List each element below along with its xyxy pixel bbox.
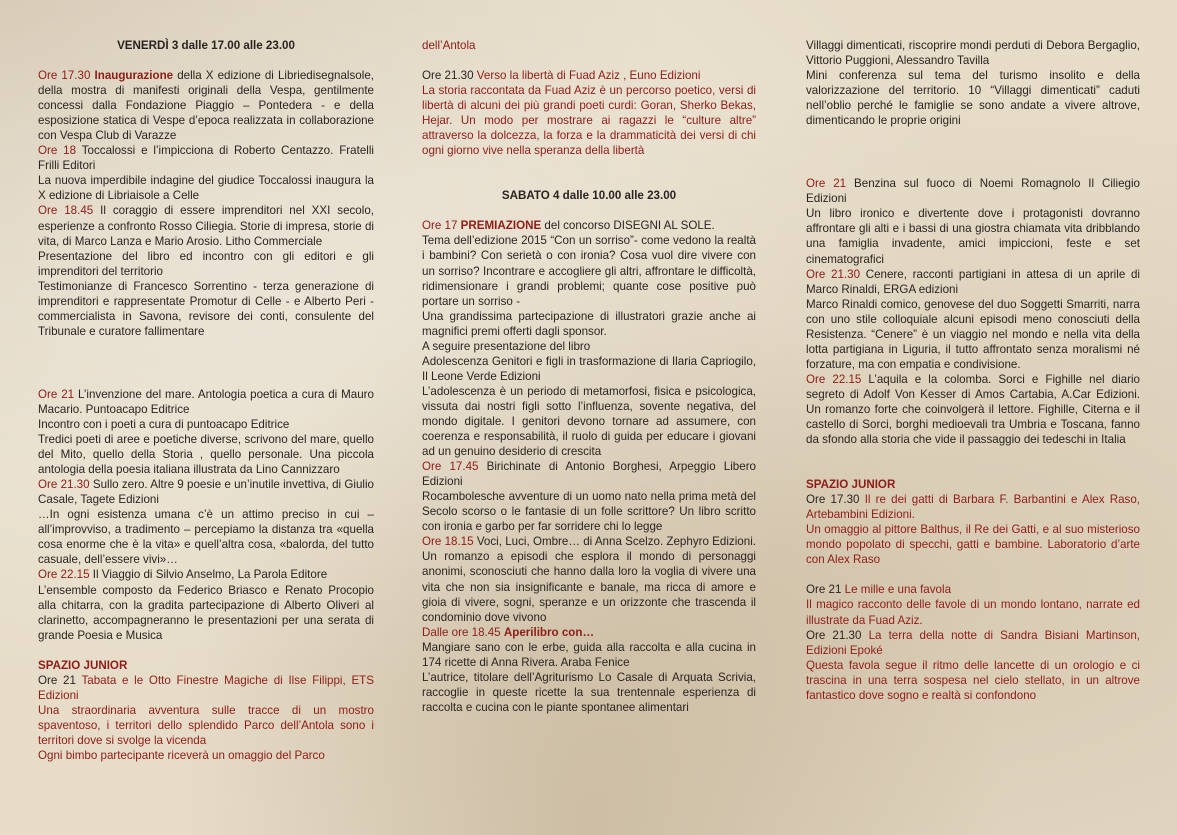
body-text: Toccalossi e l’impicciona di Roberto Centazzo. Fratelli Frilli Editori bbox=[38, 144, 374, 173]
body-text: Incontro con i poeti a cura di puntoacapo Editrice bbox=[38, 417, 290, 431]
event-paragraph bbox=[38, 583, 374, 643]
column-3 bbox=[806, 38, 1140, 703]
accent-text: Ore 18 bbox=[38, 144, 77, 158]
accent-text: Dalle ore 18.45 bbox=[422, 625, 504, 639]
body-text: La nuova imperdibile indagine del giudice Toccalossi inaugura la X edizione di Libriaisole a Celle bbox=[38, 174, 374, 203]
event-paragraph bbox=[422, 384, 756, 459]
event-paragraph bbox=[38, 748, 374, 763]
event-paragraph bbox=[422, 218, 756, 233]
event-paragraph bbox=[422, 309, 756, 339]
event-paragraph bbox=[422, 534, 756, 624]
accent-text: Ogni bimbo partecipante riceverà un omaggio del Parco bbox=[38, 748, 325, 762]
spacer bbox=[806, 567, 1140, 582]
body-text: Presentazione del libro ed incontro con gli editori e gli imprenditori del territorio bbox=[38, 249, 374, 278]
body-text: Ore 21 bbox=[806, 583, 845, 597]
body-text: Adolescenza Genitori e figli in trasformazione di Ilaria Capriogilo, Il Leone Verde Edizioni bbox=[422, 354, 756, 383]
event-paragraph bbox=[806, 297, 1140, 372]
body-text: Cenere, racconti partigiani in attesa di un aprile di Marco Rinaldi, ERGA edizioni bbox=[806, 267, 1140, 296]
spacer bbox=[422, 158, 756, 188]
accent-text: Ore 21 bbox=[806, 177, 847, 191]
event-paragraph bbox=[806, 372, 1140, 447]
event-paragraph bbox=[806, 206, 1140, 266]
accent-text: Ore 17 bbox=[422, 219, 461, 233]
accent-text: Ore 17.45 bbox=[422, 460, 479, 474]
body-text: del concorso DISEGNI AL SOLE. bbox=[541, 219, 715, 233]
event-paragraph bbox=[422, 670, 756, 715]
event-paragraph bbox=[422, 489, 756, 534]
spacer bbox=[38, 643, 374, 658]
accent-text: Una straordinaria avventura sulle tracce di un mostro spaventoso, i territori dello splendido Parco dell’Antola sono i territori dove si svolge la vicenda bbox=[38, 703, 374, 747]
accent-text: Verso la libertà di Fuad Aziz , Euno Edizioni bbox=[476, 69, 701, 83]
event-paragraph bbox=[422, 640, 756, 670]
event-paragraph bbox=[806, 582, 1140, 597]
event-paragraph bbox=[806, 597, 1140, 627]
body-text: L’invenzione del mare. Antologia poetica a cura di Mauro Macario. Puntoacapo Editrice bbox=[38, 387, 374, 416]
event-paragraph bbox=[806, 658, 1140, 703]
event-paragraph bbox=[38, 143, 374, 173]
event-paragraph bbox=[38, 249, 374, 279]
body-text: L’adolescenza è un periodo di metamorfosi, fisica e psicologica, vissuta dai nostri figli sotto l’influenza, sovente negativa, del mondo digitale. I genitori devono tornare ad assumere, con coerenza e responsabilità, il ruolo di guida per educare i giovani ad un genuino desiderio di crescita bbox=[422, 384, 756, 459]
accent-text: Le mille e una favola bbox=[844, 583, 952, 597]
event-paragraph bbox=[422, 625, 756, 640]
body-text: Marco Rinaldi comico, genovese del duo Soggetti Smarriti, narra con uno stile colloquiale alcuni episodi meno conosciuti della Resistenza. “Cenere” è un viaggio nel mondo e nella vita della lotta partigiana in Liguria, il tutto affrontato senza moralismi né forzature, ma con empatia e condivisione. bbox=[806, 297, 1140, 371]
highlight-text: SPAZIO JUNIOR bbox=[38, 658, 128, 672]
event-paragraph bbox=[38, 173, 374, 203]
spacer bbox=[38, 53, 374, 68]
spacer bbox=[38, 339, 374, 387]
event-paragraph bbox=[38, 507, 374, 567]
event-paragraph bbox=[422, 38, 756, 53]
body-text: della X edizione di Libriedisegnalsole, della mostra di manifesti originali della Vespa, gentilmente concessi dalla Fondazione Piaggio – Pontedera - e della esposizione statica di Vespe d’epoca realizzata in collaborazione con Vespa Club di Varazze bbox=[38, 69, 374, 143]
event-paragraph bbox=[38, 703, 374, 748]
event-paragraph bbox=[806, 477, 1140, 492]
highlight-text: PREMIAZIONE bbox=[460, 219, 542, 233]
highlight-text: SPAZIO JUNIOR bbox=[806, 478, 896, 492]
body-text: Un libro ironico e divertente dove i protagonisti dovranno affrontare gli alti e i bassi di una giostra chiamata vita dribblando una famiglia invadente, amici impiccioni, feste e set cinematografici bbox=[806, 207, 1140, 266]
accent-text: La storia raccontata da Fuad Aziz è un percorso poetico, versi di libertà di alcuni dei più grandi poeti curdi: Goran, Sherko Bekas, Hejar. Un modo per mostrare ai ragazzi le “culture altre” attraverso la dolcezza, la forza e la drammaticità dei versi di chi ogni giorno vive nella speranza della libertà bbox=[422, 84, 756, 158]
body-text: Birichinate di Antonio Borghesi, Arpeggio Libero Edizioni bbox=[422, 460, 757, 489]
spacer bbox=[806, 128, 1140, 176]
event-paragraph bbox=[38, 68, 374, 143]
accent-text: Il magico racconto delle favole di un mondo lontano, narrate ed illustrate da Fuad Aziz. bbox=[806, 598, 1140, 627]
event-paragraph bbox=[806, 267, 1140, 297]
event-paragraph bbox=[38, 387, 374, 417]
column-1 bbox=[38, 38, 374, 763]
event-paragraph bbox=[806, 522, 1140, 567]
body-text: Villaggi dimenticati, riscoprire mondi perduti di Debora Bergaglio, Vittorio Puggioni, Alessandro Tavilla bbox=[806, 39, 1140, 68]
body-text: Voci, Luci, Ombre… di Anna Scelzo. Zephyro Edizioni. Un romanzo a episodi che esplora il mondo di personaggi anonimi, sconosciuti che hanno dalla loro la voglia di vivere una vita che non sia insignificante e banale, ma ricca di amore e gioia di vivere, sogni, speranze e un orizzonte che trascenda il condominio dove vivono bbox=[422, 535, 756, 624]
event-paragraph bbox=[38, 567, 374, 582]
accent-text: dell’Antola bbox=[422, 39, 476, 52]
event-paragraph bbox=[38, 658, 374, 673]
accent-text: Ore 21.30 bbox=[806, 267, 861, 281]
body-text: …In ogni esistenza umana c’è un attimo preciso in cui – all’improvviso, a tradimento – percepiamo la distanza tra «quella cosa enorme che è la vita» e quell’altra cosa, «balorda, del tutto casuale, dell’essere vivi»… bbox=[38, 508, 374, 567]
body-text: Ore 21 bbox=[38, 673, 82, 687]
event-paragraph bbox=[38, 203, 374, 248]
accent-text: Ore 18.15 bbox=[422, 535, 474, 549]
accent-text: Tabata e le Otto Finestre Magiche di Ilse Filippi, ETS Edizioni bbox=[38, 673, 374, 702]
body-text: L’ensemble composto da Federico Briasco e Renato Procopio alla chitarra, con la gradita partecipazione di Alberto Oliveri al clarinetto, accompagneranno le presentazioni per una serata di grande Poesia e Musica bbox=[38, 583, 374, 642]
body-text: Mangiare sano con le erbe, guida alla raccolta e alla cucina in 174 ricette di Anna Rivera. Araba Fenice bbox=[422, 640, 756, 669]
event-paragraph bbox=[422, 354, 756, 384]
event-paragraph bbox=[806, 628, 1140, 658]
body-text: Tema dell’edizione 2015 “Con un sorriso”- come vedono la realtà i bambini? Con serietà o con ironia? Cosa vuol dire vivere con un sorriso? Incontrare e accogliere gli altri, affrontare le difficoltà, ridimensionare i grandi problemi; quante cose positive può portare un sorriso - bbox=[422, 234, 756, 308]
accent-text: La terra della notte di Sandra Bisiani Martinson, Edizioni Epoké bbox=[806, 628, 1140, 657]
body-text: L’aquila e la colomba. Sorci e Fighille nel diario segreto di Adolf Von Kesser di Amos Cartabia, A.Car Edizioni. Un romanzo forte che coinvolgerà il lettore. Fighille, Citerna e il castello di Sorci, borghi medioevali tra Umbria e Toscana, fanno da sfondo alla storia che vide il passaggio dei tedeschi in Italia bbox=[806, 372, 1141, 447]
event-paragraph bbox=[422, 68, 756, 83]
event-paragraph bbox=[806, 38, 1140, 68]
body-text: Ore 21.30 bbox=[422, 69, 477, 83]
event-paragraph bbox=[38, 673, 374, 703]
body-text: Ore 21.30 bbox=[806, 628, 869, 642]
event-paragraph bbox=[38, 477, 374, 507]
body-text: Una grandissima partecipazione di illustratori grazie anche ai magnifici premi offerti dagli sponsor. bbox=[422, 309, 756, 338]
event-paragraph bbox=[38, 279, 374, 339]
accent-text: Ore 17.30 bbox=[38, 69, 95, 83]
body-text: Ore 17.30 bbox=[806, 493, 865, 507]
accent-text: Ore 21.30 bbox=[38, 478, 90, 492]
accent-text: Il re dei gatti di Barbara F. Barbantini e Alex Raso, Artebambini Edizioni. bbox=[806, 493, 1140, 522]
event-paragraph bbox=[422, 233, 756, 308]
column-2 bbox=[422, 38, 756, 715]
spacer bbox=[422, 53, 756, 68]
spacer bbox=[806, 447, 1140, 477]
event-paragraph bbox=[422, 339, 756, 354]
body-text: Testimonianze di Francesco Sorrentino - terza generazione di imprenditori e rappresentate Promotur di Celle - e Alberto Peri - commercialista in Savona, revisore dei conti, consulente del Tribunale e curatore fallimentare bbox=[38, 279, 374, 338]
accent-text: Questa favola segue il ritmo delle lancette di un orologio e ci trascina in una terra sospesa nel cielo stellato, in un altrove fantastico dove sogno e realtà si confondono bbox=[806, 658, 1140, 702]
accent-text: Ore 18.45 bbox=[38, 204, 94, 218]
body-text: Il Viaggio di Silvio Anselmo, La Parola Editore bbox=[89, 568, 328, 582]
event-paragraph bbox=[38, 432, 374, 477]
accent-text: Ore 21 bbox=[38, 387, 75, 401]
day-heading: SABATO 4 dalle 10.00 alle 23.00 bbox=[501, 189, 677, 203]
body-text: Sullo zero. Altre 9 poesie e un’inutile invettiva, di Giulio Casale, Tagete Edizioni bbox=[38, 478, 374, 507]
event-paragraph bbox=[806, 492, 1140, 522]
body-text: Il coraggio di essere imprenditori nel XXI secolo, esperienze a confronto Rosso Ciliegia. Storie di impresa, storie di vita, di Marco Lanza e Mario Arosio. Litho Commerciale bbox=[38, 204, 375, 248]
accent-text: Ore 22.15 bbox=[806, 372, 862, 386]
event-paragraph bbox=[806, 68, 1140, 128]
body-text: A seguire presentazione del libro bbox=[422, 339, 591, 353]
spacer bbox=[422, 203, 756, 218]
event-paragraph bbox=[422, 459, 756, 489]
accent-text: Ore 22.15 bbox=[38, 568, 90, 582]
body-text: Mini conferenza sul tema del turismo insolito e della valorizzazione del territorio. 10 “Villaggi dimenticati” caduti nell’oblio perché le famiglie se sono andate a vivere altrove, dimenticando le proprie origini bbox=[806, 69, 1140, 128]
event-paragraph bbox=[806, 176, 1140, 206]
highlight-text: Inaugurazione bbox=[94, 69, 174, 83]
event-paragraph bbox=[422, 83, 756, 158]
body-text: Tredici poeti di aree e poetiche diverse, scrivono del mare, quello del Mito, quello della Storia , quello personale. Una piccola antologia della poesia italiana illustrata da Lino Cannizzaro bbox=[38, 433, 374, 477]
body-text: Rocambolesche avventure di un uomo nato nella prima metà del Secolo scorso o le fantasie di un folle scrittore? Un libro scritto con ironia e garbo per far sorridere chi lo legge bbox=[422, 490, 756, 534]
event-paragraph bbox=[38, 417, 374, 432]
body-text: L’autrice, titolare dell’Agriturismo Lo Casale di Arquata Scrivia, raccoglie in queste ricette la sua trentennale esperienza di raccolta e cucina con le piante spontanee alimentari bbox=[422, 670, 756, 714]
body-text: Benzina sul fuoco di Noemi Romagnolo Il Ciliegio Edizioni bbox=[806, 177, 1140, 206]
accent-text: Un omaggio al pittore Balthus, il Re dei Gatti, e al suo misterioso mondo popolato di specchi, gatti e bambine. Laboratorio d’arte con Alex Raso bbox=[806, 523, 1140, 567]
highlight-text: Aperilibro con… bbox=[503, 625, 595, 639]
day-heading: VENERDÌ 3 dalle 17.00 alle 23.00 bbox=[117, 39, 295, 52]
